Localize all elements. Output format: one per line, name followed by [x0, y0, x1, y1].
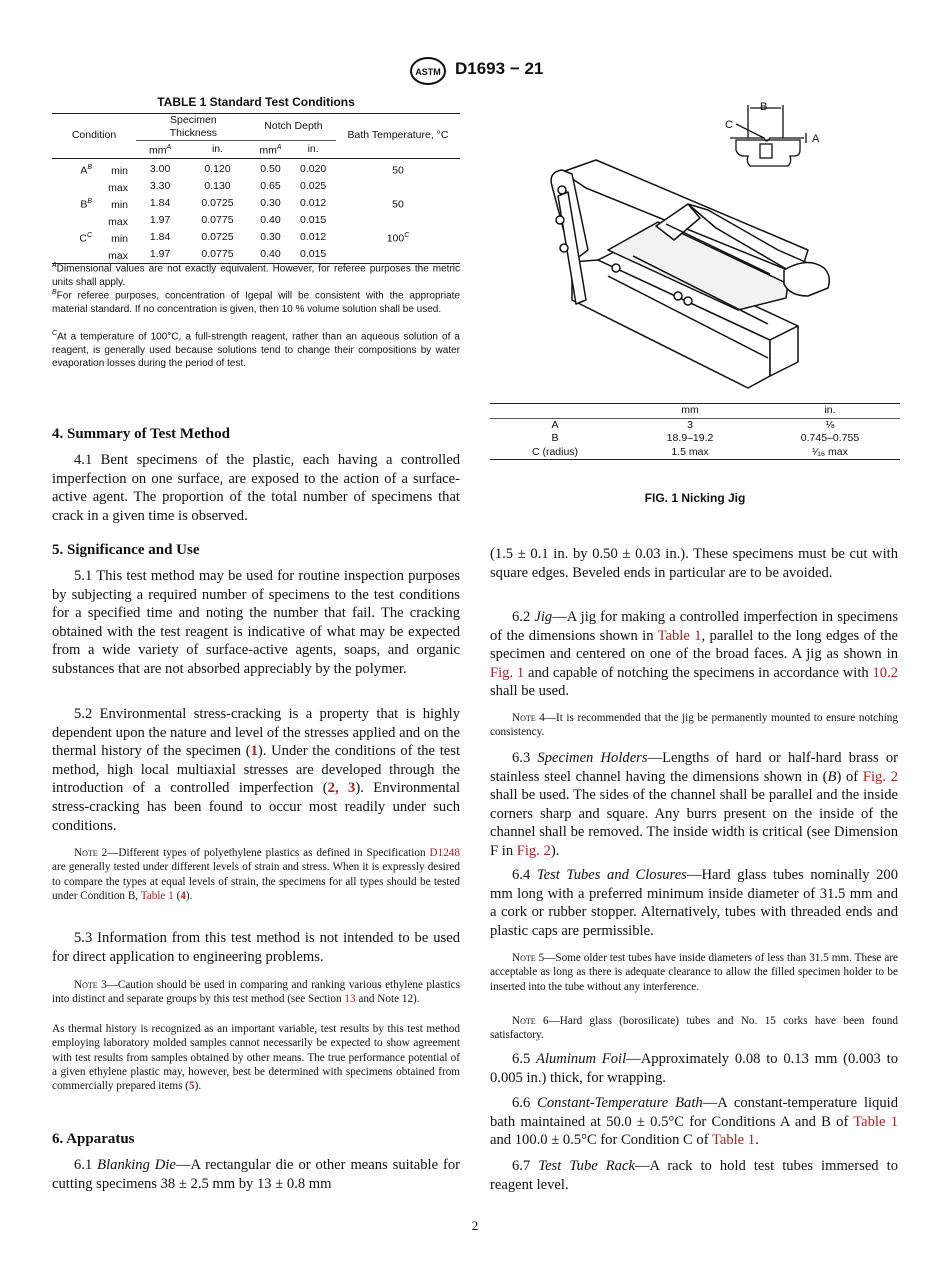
- dim-row: [490, 432, 900, 446]
- table1-row: [52, 159, 460, 179]
- ref-table1-link[interactable]: Table 1: [140, 889, 174, 902]
- cell-n-mm: 0.40: [251, 246, 290, 264]
- page-header: [0, 56, 950, 90]
- cell-t-mm: 3.30: [149, 179, 171, 192]
- cell-condition: $A^B$ min: [80, 164, 128, 177]
- cell-temp: 50: [392, 198, 404, 211]
- section6-heading: 6. Apparatus: [52, 1131, 135, 1147]
- svg-text:A: A: [812, 133, 820, 145]
- fig1-dimension-table: [490, 403, 900, 460]
- bath-temp-label: Bath Temperature, °C: [347, 129, 449, 142]
- ref-table1-link[interactable]: Table 1: [711, 1132, 756, 1149]
- dim-head-in: in.: [760, 404, 900, 419]
- note-5: Note 5—Some older test tubes have inside diameters of less than 31.5 mm. These are acceptable as long as there is adequate clearance to allow the filled specimen holder to be inserted into the tube without any interference.: [490, 952, 898, 993]
- col-thickness: [136, 114, 251, 141]
- cell-n-mm: 0.40: [260, 213, 281, 226]
- nicking-jig-figure: [538, 100, 838, 395]
- ref-1-link[interactable]: 1: [250, 743, 258, 760]
- col-notch: Notch Depth: [251, 114, 336, 141]
- ref-table1-link[interactable]: Table 1: [853, 1113, 898, 1130]
- table1-row: [52, 212, 460, 229]
- cell-t-mm: 3.00: [149, 162, 171, 175]
- cell-condition: max: [108, 215, 128, 228]
- para-5-3: 5.3 Information from this test method is not intended to be used for direct application to engineering problems.: [52, 930, 460, 965]
- note-3-continued: As thermal history is recognized as an important variable, test results by this test method employing laboratory molded samples cannot necessarily be expected to show agreement with test results from samples obtained by other means. The true performance potential of a given ethylene plastic may, however, best be determined with specimens obtained from commercially prepared items (5).: [52, 1023, 460, 1093]
- unit-in: in.: [184, 141, 251, 159]
- cell-temp: $100^C$: [386, 232, 410, 245]
- dim-head-blank: [490, 404, 620, 419]
- ref-10-2-link[interactable]: 10.2: [872, 664, 899, 681]
- cell-condition: $C^C$ min: [79, 232, 128, 245]
- dim-in: ⅛: [825, 418, 835, 431]
- cell-n-in: 0.020: [299, 162, 327, 175]
- cell-n-mm: 0.30: [260, 196, 281, 209]
- astm-logo-icon: [408, 56, 448, 86]
- cell-t-in: 0.0775: [184, 246, 251, 264]
- cell-n-in: 0.025: [299, 179, 327, 192]
- table1-title: TABLE 1 Standard Test Conditions: [157, 95, 355, 109]
- cell-t-in: 0.120: [204, 162, 231, 175]
- cell-temp: [336, 178, 460, 195]
- note-3: Note 3—Caution should be used in comparing and ranking various ethylene plastics into distinct and separate groups by this test method (see Section 13 and Note 12).: [52, 979, 460, 1006]
- para-4-1: 4.1 Bent specimens of the plastic, each having a controlled imperfection on one surface, are exposed to the action of a surface-active agent. The proportion of the total number of specimens that crack in a given time is observed.: [52, 452, 460, 524]
- ref-4-link[interactable]: 4: [180, 889, 186, 902]
- page-number: 2: [471, 1218, 479, 1233]
- ref-fig2-link[interactable]: Fig. 2: [516, 842, 551, 859]
- cell-temp: [336, 212, 460, 229]
- table1-footnote-c: $^C$At a temperature of 100°C, a full-strength reagent, rather than an aqueous solution of a reagent, is generally used because solutions tend to change their compositions by water evaporation losses during the period of test.: [52, 330, 460, 370]
- cell-n-mm: 0.30: [260, 230, 281, 243]
- cell-temp: 50: [392, 164, 404, 177]
- dim-label: C (radius): [490, 446, 620, 460]
- para-6-2: 6.2 Jig—A jig for making a controlled imperfection in specimens of the dimensions shown in Table 1, parallel to the long edges of the specimen and centered on one of the broad faces. A jig as shown in Fig. 1 and capable of notching the specimens in accordance with 10.2 shall be used.: [490, 609, 899, 700]
- para-5-1: 5.1 This test method may be used for routine inspection purposes by subjecting a required number of specimens to the test conditions for a specified time and noting the number that fail. The cracking obtained with the test reagent is indicative of what may be expected from a wide variety of surface-active agents, soaps, and organic substances that are not absorbed appreciably by the polymer.: [52, 568, 460, 677]
- table1-footnote-a: $^A$Dimensional values are not exactly equivalent. However, for referee purposes the metric units shall apply.: [52, 262, 460, 288]
- dim-label: B: [551, 432, 559, 444]
- ref-fig2-link[interactable]: Fig. 2: [862, 768, 898, 785]
- table1-body: [52, 159, 460, 264]
- dim-mm: 3: [687, 418, 693, 431]
- fig1-caption: FIG. 1 Nicking Jig: [644, 491, 746, 505]
- cell-n-in: 0.012: [299, 196, 327, 209]
- ref-2-3-link[interactable]: 2, 3: [327, 780, 356, 797]
- cell-condition: $B^B$ min: [80, 198, 128, 211]
- cell-n-in: 0.015: [299, 213, 327, 226]
- dim-in: ¹⁄₁₆ max: [760, 446, 900, 460]
- cell-t-in: 0.0775: [201, 213, 234, 226]
- svg-text:ASTM: ASTM: [415, 67, 441, 77]
- unit-in: in.: [290, 141, 336, 159]
- table1-standard-test-conditions: [52, 113, 460, 264]
- ref-d1248-link[interactable]: D1248: [429, 847, 460, 859]
- table1-footnote-b: $^B$For referee purposes, concentration of Igepal will be consistent with the appropriate material standard. If no concentration is given, then 10 % volume solution shall be used.: [52, 289, 460, 315]
- cell-t-mm: 1.84: [149, 230, 171, 243]
- section5-heading: 5. Significance and Use: [52, 542, 200, 558]
- cell-condition: max: [108, 181, 128, 194]
- cell-t-mm: 1.84: [149, 196, 171, 209]
- table1-row: [52, 195, 460, 212]
- para-6-7: 6.7 Test Tube Rack—A rack to hold test tubes immersed to reagent level.: [490, 1158, 898, 1193]
- cell-condition: max: [52, 246, 136, 264]
- para-5-2: 5.2 Environmental stress-cracking is a property that is highly dependent upon the nature and level of the stresses applied and on the thermal history of the specimen (1). Under the conditions of the test method, high local multiaxial stresses are developed through the introduction of a controlled imperfection (2, 3). Environmental stress-cracking has been found to occur most readily under such conditions.: [52, 706, 461, 834]
- para-6-3: 6.3 Specimen Holders—Lengths of hard or half-hard brass or stainless steel channel having the dimensions shown in (B) of Fig. 2 shall be used. The sides of the channel shall be parallel and the inside corners sharp and square. Any burrs present on the inside of the channel shall be removed. The inside width is critical (see Dimension F in Fig. 2).: [490, 750, 899, 859]
- col-condition: Condition: [52, 114, 136, 159]
- dim-mm: 1.5 max: [620, 446, 760, 460]
- dim-mm: 18.9–19.2: [666, 432, 714, 444]
- para-6-1: 6.1 Blanking Die—A rectangular die or other means suitable for cutting specimens 38 ± 2.5 mm by 13 ± 0.8 mm: [52, 1157, 460, 1192]
- document-id: D1693 − 21: [455, 59, 544, 78]
- dim-row: [490, 418, 900, 432]
- note-6: Note 6—Hard glass (borosilicate) tubes and No. 15 corks have been found satisfactory.: [490, 1015, 898, 1042]
- cell-t-in: 0.0725: [201, 230, 234, 243]
- para-6-4: 6.4 Test Tubes and Closures—Hard glass tubes nominally 200 mm long with a preferred minimum inside diameter of 31.5 mm and a cork or rubber stopper. Alternatively, tubes with threaded ends and plastic caps are permissible.: [490, 867, 898, 939]
- dim-row: [490, 446, 900, 460]
- col-bath-temp: [336, 114, 460, 159]
- cell-n-in: 0.012: [299, 230, 327, 243]
- note-4: Note 4—It is recommended that the jig be permanently mounted to ensure notching consistency.: [490, 712, 898, 739]
- unit-mm: $mm^A$: [251, 141, 290, 159]
- thickness-label: Specimen Thickness: [169, 114, 217, 139]
- dim-head-mm: mm: [620, 404, 760, 419]
- cell-t-mm: 1.97: [136, 246, 184, 264]
- notch-detail-icon: [725, 101, 820, 166]
- note-2: Note 2—Different types of polyethylene plastics as defined in Specification D1248 are generally tested under different levels of strain and stress. When it is expressly desired to compare the types at equal levels of strain, the specimens for all types should be tested under Condition B, Table 1 (4).: [52, 847, 460, 902]
- svg-text:B: B: [760, 101, 768, 113]
- dim-in: 0.745–0.755: [800, 432, 860, 444]
- para-6-6: 6.6 Constant-Temperature Bath—A constant-temperature liquid bath maintained at 50.0 ± 0.5°C for Conditions A and B of Table 1 and 100.0 ± 0.5°C for Condition C of Table 1.: [490, 1095, 899, 1149]
- table1-row: [52, 229, 460, 246]
- cell-n-mm: 0.65: [260, 179, 281, 192]
- ref-section13-link[interactable]: 13: [344, 993, 356, 1006]
- para-6-1-continued: (1.5 ± 0.1 in. by 0.50 ± 0.03 in.). These specimens must be cut with square edges. Beveled ends in particular are to be avoided.: [490, 546, 898, 581]
- ref-5-link[interactable]: 5: [189, 1080, 195, 1093]
- unit-mm: $mm^A$: [136, 141, 184, 159]
- cell-t-in: 0.0725: [201, 196, 234, 209]
- ref-fig1-link[interactable]: Fig. 1: [490, 664, 525, 681]
- cell-n-in: 0.015: [290, 246, 336, 264]
- ref-table1-link[interactable]: Table 1: [657, 627, 702, 644]
- jig-body-icon: [551, 160, 829, 388]
- para-6-5: 6.5 Aluminum Foil—Approximately 0.08 to 0.13 mm (0.003 to 0.005 in.) thick, for wrapping.: [490, 1051, 898, 1086]
- cell-t-in: 0.130: [204, 179, 231, 192]
- cell-n-mm: 0.50: [260, 162, 281, 175]
- section4-heading: 4. Summary of Test Method: [52, 426, 230, 442]
- svg-text:C: C: [725, 119, 733, 131]
- table1-row: [52, 178, 460, 195]
- cell-t-mm: 1.97: [149, 213, 171, 226]
- dim-label: A: [551, 418, 559, 431]
